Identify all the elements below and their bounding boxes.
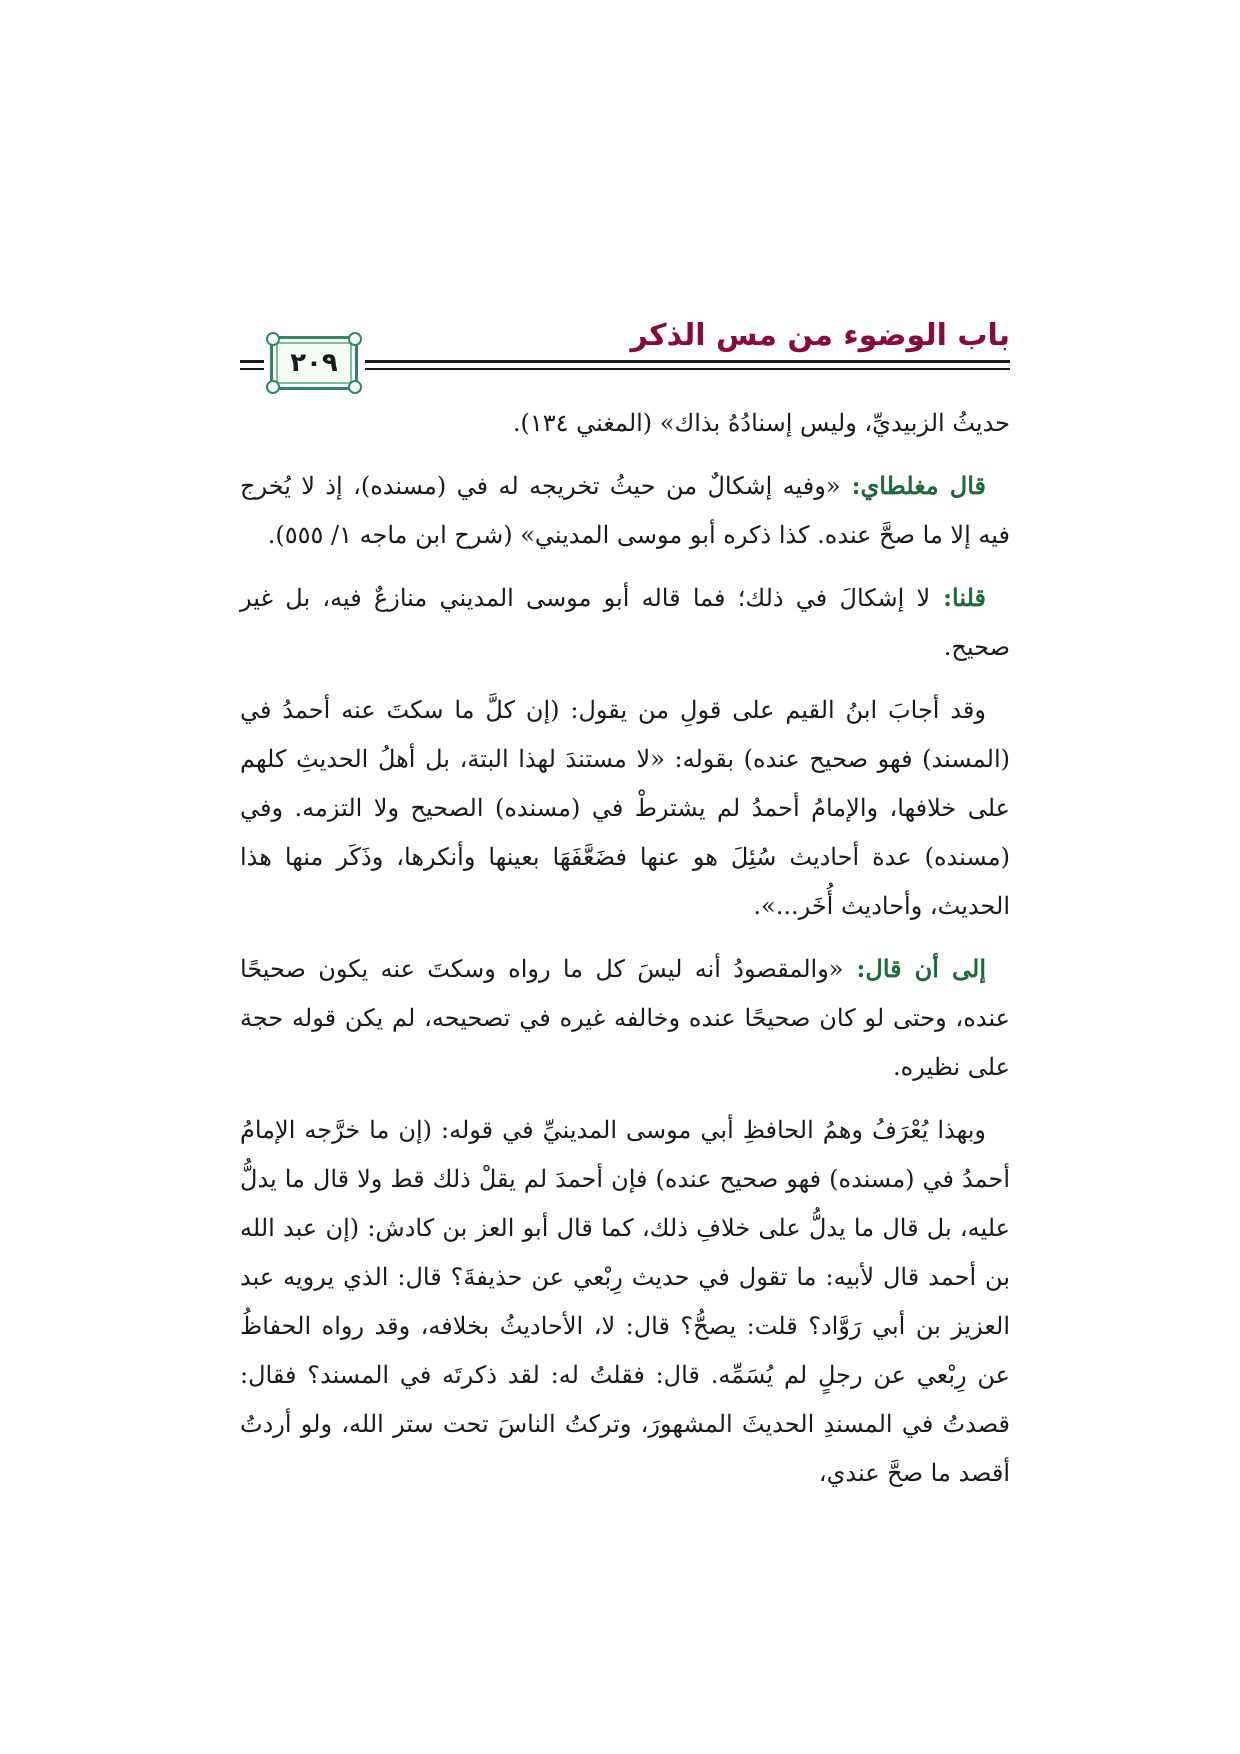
paragraph-text: «والمقصودُ أنه ليسَ كل ما رواه وسكتَ عنه يكون صحيحًا عنده، وحتى لو كان صحيحًا عنده وخالفه غيره في تصحيحه، لم يكن قوله حجة على نظيره. xyxy=(240,955,1010,1081)
ornament-icon xyxy=(266,332,280,346)
page-header xyxy=(240,300,1010,390)
paragraph xyxy=(240,685,1010,931)
paragraph xyxy=(240,1105,1010,1498)
paragraph xyxy=(240,944,1010,1092)
ornament-icon xyxy=(348,380,362,394)
paragraph-text: وقد أجابَ ابنُ القيم على قولِ من يقول: (إن كلَّ ما سكتَ عنه أحمدُ في (المسند) فهو صحيح عنده) بقوله: «لا مستندَ لهذا البتة، بل أهلُ الحديثِ كلهم على خلافها، والإمامُ أحمدُ لم يشترطْ في (مسنده) الصحيح ولا التزمه. وفي (مسنده) عدة أحاديث سُئِلَ هو عنها فضَعَّفَهَا بعينها وأنكرها، وذَكَر منها هذا الحديث، وأحاديث أُخَر...». xyxy=(240,696,1010,920)
paragraph-lead: إلى أن قال: xyxy=(843,954,986,983)
ornament-icon xyxy=(266,380,280,394)
chapter-title: باب الوضوء من مس الذكر xyxy=(630,318,1010,353)
page-number-frame xyxy=(270,336,358,390)
ornament-icon xyxy=(348,332,362,346)
header-rule xyxy=(365,368,1010,370)
paragraph-text: لا إشكالَ في ذلك؛ فما قاله أبو موسى المديني منازعٌ فيه، بل غير صحيح. xyxy=(240,584,1010,661)
paragraph-text: وبهذا يُعْرَفُ وهمُ الحافظِ أبي موسى المدينيِّ في قوله: (إن ما خرَّجه الإمامُ أحمدُ في (مسنده) فهو صحيح عنده) فإن أحمدَ لم يقلْ ذلك قط ولا قال ما يدلُّ عليه، بل قال ما يدلُّ على خلافِ ذلك، كما قال أبو العز بن كادش: (إن عبد الله بن أحمد قال لأبيه: ما تقول في حديث رِبْعي عن حذيفةَ؟ قال: الذي يرويه عبد العزيز بن أبي رَوَّاد؟ قلت: يصحُّ؟ قال: لا، الأحاديثُ بخلافه، وقد رواه الحفاظُ عن رِبْعي عن رجلٍ لم يُسَمِّه. قال: فقلتُ له: لقد ذكرتَه في المسند؟ فقال: قصدتُ في المسندِ الحديثَ المشهورَ، وتركتُ الناسَ تحت ستر الله، ولو أردتُ أقصد ما صحَّ عندي، xyxy=(240,1116,1011,1487)
paragraph-lead: قلنا: xyxy=(930,583,986,612)
paragraph-text: «وفيه إشكالٌ من حيثُ تخريجه له في (مسنده)، إذ لا يُخرج فيه إلا ما صحَّ عنده. كذا ذكره أبو موسى المديني» (شرح ابن ماجه ١/ ٥٥٥). xyxy=(240,472,1010,549)
page-number: ٢٠٩ xyxy=(290,348,338,378)
paragraph xyxy=(240,461,1010,560)
header-rule xyxy=(240,360,264,363)
header-rule xyxy=(365,360,1010,363)
paragraph-lead: قال مغلطاي: xyxy=(840,471,986,500)
paragraph xyxy=(240,573,1010,672)
paragraph xyxy=(240,398,1010,448)
paragraph-text: حديثُ الزبيديِّ، وليس إسنادُهُ بذاك» (المغني ١٣٤). xyxy=(512,409,1010,437)
page-body xyxy=(240,398,1010,1511)
header-rule xyxy=(240,368,264,370)
